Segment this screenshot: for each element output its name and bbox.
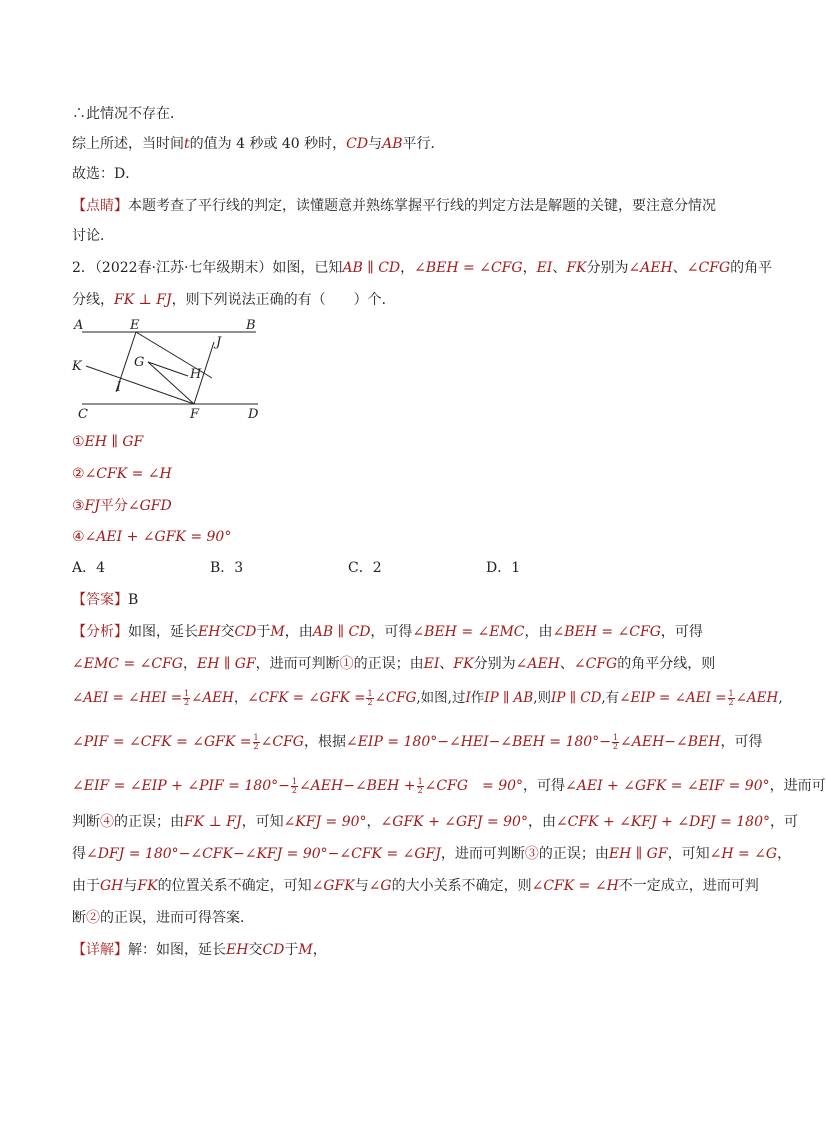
option-a: A．4	[72, 560, 106, 576]
text-segment: 本题考查了平行线的判定，读懂题意并熟练掌握平行线的判定方法是解题的关键，要注意分情况	[128, 198, 716, 214]
text-segment: ，由	[524, 624, 553, 640]
analysis-line	[72, 654, 715, 674]
text-segment: ∠CFG	[260, 734, 304, 750]
text-segment: 的角平分线，则	[617, 656, 716, 672]
text-segment: ，	[366, 814, 381, 830]
text-segment: EH	[226, 942, 249, 958]
text-segment: IP ∥ CD	[551, 690, 602, 706]
analysis-line	[72, 688, 783, 708]
label-i: I	[116, 380, 122, 395]
text-segment: 如图，延长	[128, 624, 198, 640]
text-segment: 、	[552, 260, 567, 276]
text-segment: 断	[72, 910, 86, 926]
text-segment: 、	[672, 260, 687, 276]
label-f: F	[190, 407, 200, 422]
text-segment: ④	[72, 529, 85, 545]
analysis-line	[72, 622, 703, 642]
text-line	[72, 196, 716, 216]
text-segment: ，进而可判断	[255, 656, 340, 672]
analysis-line	[72, 908, 254, 928]
text-segment: 由于	[72, 878, 100, 894]
answer-tag: 【答案】	[72, 592, 128, 608]
text-segment: ∠AEI + ∠GFK = 90°	[84, 529, 232, 545]
text-segment: ①	[339, 656, 354, 672]
text-segment: 的正误；由	[114, 814, 184, 830]
text-segment: 与	[354, 878, 369, 894]
text-segment: CD	[346, 136, 369, 152]
text-segment: 2	[728, 698, 734, 707]
fraction-one-half	[291, 778, 298, 795]
text-segment: ，可得	[660, 624, 703, 640]
text-segment: 1	[253, 732, 259, 742]
text-segment: 的角平	[730, 260, 773, 276]
text-segment: ∠AEH−∠BEH +	[298, 778, 416, 794]
text-segment: ∠CFG	[573, 656, 618, 672]
label-e: E	[130, 318, 140, 333]
text-segment: EI	[423, 656, 440, 672]
text-segment: ∠CFK + ∠KFJ + ∠DFJ = 180°	[555, 814, 770, 830]
text-line: 讨论．	[72, 228, 114, 244]
segment-gh	[148, 362, 188, 376]
geometry-figure	[68, 314, 268, 424]
text-segment: 不一定成立，进而可判	[618, 878, 759, 894]
text-segment: 1	[417, 776, 423, 786]
text-segment: 交	[220, 624, 235, 640]
text-segment: M	[298, 942, 313, 958]
text-segment: 2．（2022春·江苏·七年级期末）如图，已知	[72, 260, 343, 276]
text-segment: CD	[234, 624, 257, 640]
text-segment: 平分	[99, 498, 128, 514]
text-segment: ，	[522, 260, 537, 276]
text-segment: ∠DFJ = 180°−∠CFK−∠KFJ = 90°−∠CFK = ∠GFJ	[86, 846, 441, 862]
text-segment: ①	[72, 434, 85, 450]
text-segment: EH	[198, 624, 221, 640]
text-segment: ,如图,过	[416, 690, 466, 706]
text-segment: 1	[367, 689, 373, 698]
statement-4	[72, 527, 231, 547]
text-segment: ，进而可判断	[440, 846, 525, 862]
text-segment: EH ∥ GF	[196, 656, 256, 672]
label-h: H	[190, 367, 202, 382]
text-segment: 得	[72, 846, 86, 862]
text-segment: ，	[400, 260, 415, 276]
question-line	[72, 290, 396, 310]
analysis-line	[72, 876, 759, 896]
text-segment: ，	[777, 846, 792, 862]
text-segment: ∠AEH	[735, 690, 779, 706]
fraction-one-half	[253, 734, 260, 751]
text-segment: ∠GFK	[311, 878, 355, 894]
question-line	[72, 258, 772, 278]
text-segment: M	[270, 624, 285, 640]
text-segment: ,有	[601, 690, 620, 706]
analysis-line	[72, 732, 762, 752]
text-segment: AB ∥ CD	[312, 624, 371, 640]
text-segment: t	[184, 136, 190, 152]
text-segment: EI	[536, 260, 553, 276]
text-segment: 分别为	[473, 656, 516, 672]
text-segment: ③	[524, 846, 539, 862]
text-segment: 判断	[72, 814, 100, 830]
text-segment: ，进而可	[769, 778, 826, 794]
text-segment: 的值为 4 秒或 40 秒时，	[189, 136, 347, 152]
analysis-tag: 【分析】	[72, 624, 128, 640]
text-segment: 分线，	[72, 292, 114, 308]
text-segment: ，则下列说法正确的有（ ）个．	[171, 292, 396, 308]
text-segment: ，	[312, 942, 327, 958]
label-d: D	[248, 407, 259, 422]
analysis-line	[72, 776, 826, 796]
text-segment: ∠EMC = ∠CFG	[72, 656, 183, 672]
text-segment: 2	[612, 741, 619, 751]
label-b: B	[246, 318, 256, 333]
text-segment: 交	[248, 942, 263, 958]
text-segment: ∠H = ∠G	[709, 846, 778, 862]
text-segment: ∠EIP = ∠AEI =	[619, 690, 727, 706]
label-g: G	[134, 355, 145, 370]
text-segment: ②	[86, 910, 100, 926]
analysis-line	[72, 844, 791, 864]
text-segment: ，由	[284, 624, 313, 640]
text-segment: EH ∥ GF	[84, 434, 144, 450]
text-segment: EH ∥ GF	[608, 846, 668, 862]
text-segment: ∠AEI = ∠HEI =	[72, 690, 183, 706]
text-segment: 2	[417, 785, 423, 795]
text-segment: ∠GFD	[127, 498, 172, 514]
text-segment: ∠KFJ = 90°	[283, 814, 367, 830]
text-segment: ,则	[533, 690, 551, 706]
text-segment: FK	[566, 260, 587, 276]
text-segment: 、	[559, 656, 574, 672]
text-segment: AB	[382, 136, 403, 152]
label-k: K	[72, 359, 82, 374]
text-segment: ③	[72, 498, 85, 514]
text-segment: IP ∥ AB	[484, 690, 534, 706]
text-segment: 2	[184, 698, 190, 707]
text-segment: 1	[612, 732, 619, 742]
segment-fk	[86, 366, 194, 404]
statement-3	[72, 496, 172, 516]
text-segment: GH	[100, 878, 124, 894]
answer-line	[72, 590, 138, 610]
detail-line	[72, 940, 327, 960]
text-segment: ，可得	[720, 734, 763, 750]
text-segment: 1	[728, 689, 734, 698]
text-segment: FJ	[84, 498, 100, 514]
text-segment: 分别为	[586, 260, 629, 276]
label-c: C	[78, 407, 88, 422]
text-segment: ∠AEH−∠BEH	[620, 734, 721, 750]
text-segment: ，根据	[303, 734, 346, 750]
text-segment: 2	[291, 785, 297, 795]
label-j: J	[216, 335, 222, 350]
text-segment: 解：如图，延长	[128, 942, 226, 958]
text-segment: 2	[367, 698, 373, 707]
text-segment: 的大小关系不确定，则	[391, 878, 532, 894]
text-segment: 1	[184, 689, 190, 698]
fraction-one-half	[183, 690, 190, 707]
text-segment: ，	[233, 690, 248, 706]
text-segment: FK ⊥ FJ	[184, 814, 242, 830]
text-segment: AB ∥ CD	[342, 260, 401, 276]
text-segment: 的正误，进而可得答案．	[100, 910, 254, 926]
text-segment: ，由	[527, 814, 556, 830]
text-segment: FK	[137, 878, 158, 894]
fraction-one-half	[417, 778, 424, 795]
text-segment: FK	[453, 656, 474, 672]
text-segment: ∠AEH	[515, 656, 560, 672]
text-segment: ∠CFK = ∠GFK =	[247, 690, 366, 706]
text-segment: 与	[123, 878, 138, 894]
text-segment: 的正误；由	[353, 656, 424, 672]
text-segment: ∠CFK = ∠H	[84, 466, 172, 482]
fraction-one-half	[366, 690, 373, 707]
text-segment: 于	[256, 624, 271, 640]
text-segment: ∠G	[368, 878, 392, 894]
comment-tag: 【点睛】	[72, 198, 128, 214]
text-segment: ，可得	[523, 778, 566, 794]
text-segment: ∠CFG	[374, 690, 417, 706]
option-d: D．1	[486, 560, 521, 576]
statement-2	[72, 464, 172, 484]
text-segment: ，可知	[667, 846, 710, 862]
text-segment: CD	[262, 942, 285, 958]
analysis-line	[72, 812, 798, 832]
text-line: ∴此情况不存在．	[72, 106, 184, 122]
label-a: A	[74, 318, 84, 333]
text-segment: ∠GFK + ∠GFJ = 90°	[380, 814, 528, 830]
text-segment: FK ⊥ FJ	[114, 292, 172, 308]
text-segment: 于	[284, 942, 299, 958]
text-segment: ∠PIF = ∠CFK = ∠GFK =	[72, 734, 252, 750]
text-segment: ∠CFG = 90°	[424, 778, 524, 794]
text-segment: ，可	[769, 814, 798, 830]
fraction-one-half	[612, 734, 619, 751]
text-segment: 1	[291, 776, 297, 786]
option-b: B．3	[210, 560, 244, 576]
fraction-one-half	[728, 690, 735, 707]
option-c: C．2	[348, 560, 382, 576]
text-segment: ∠AEH	[191, 690, 234, 706]
text-line: 故选：D．	[72, 166, 140, 182]
text-line	[72, 134, 445, 154]
text-segment: 、	[439, 656, 454, 672]
text-segment: 2	[253, 741, 259, 751]
text-segment: ∠CFK = ∠H	[531, 878, 619, 894]
detail-tag: 【详解】	[72, 942, 128, 958]
answer-value: B	[128, 592, 139, 608]
text-segment: ∠EIF = ∠EIP + ∠PIF = 180°−	[72, 778, 290, 794]
text-segment: ∠CFG	[686, 260, 731, 276]
text-segment: 的正误；由	[538, 846, 609, 862]
statement-1	[72, 432, 143, 452]
text-segment: ，	[182, 656, 197, 672]
text-segment: 与	[368, 136, 383, 152]
text-segment: 平行．	[402, 136, 445, 152]
text-segment: ④	[100, 814, 114, 830]
text-segment: 的位置关系不确定，可知	[157, 878, 312, 894]
text-segment: ∠EIP = 180°−∠HEI−∠BEH = 180°−	[345, 734, 611, 750]
segment-gf	[148, 362, 194, 404]
text-segment: ∠AEI + ∠GFK = ∠EIF = 90°	[565, 778, 770, 794]
text-segment: ②	[72, 466, 85, 482]
text-segment: ∠BEH = ∠CFG	[414, 260, 523, 276]
text-segment: ，可得	[370, 624, 413, 640]
text-segment: ∠AEH	[628, 260, 673, 276]
text-segment: 综上所述，当时间	[72, 136, 184, 152]
text-segment: ，可知	[241, 814, 284, 830]
text-segment: ,	[778, 690, 783, 706]
text-segment: 作	[470, 690, 485, 706]
text-segment: I	[465, 690, 471, 706]
text-segment: ∠BEH = ∠EMC	[412, 624, 525, 640]
text-segment: ∠BEH = ∠CFG	[552, 624, 661, 640]
